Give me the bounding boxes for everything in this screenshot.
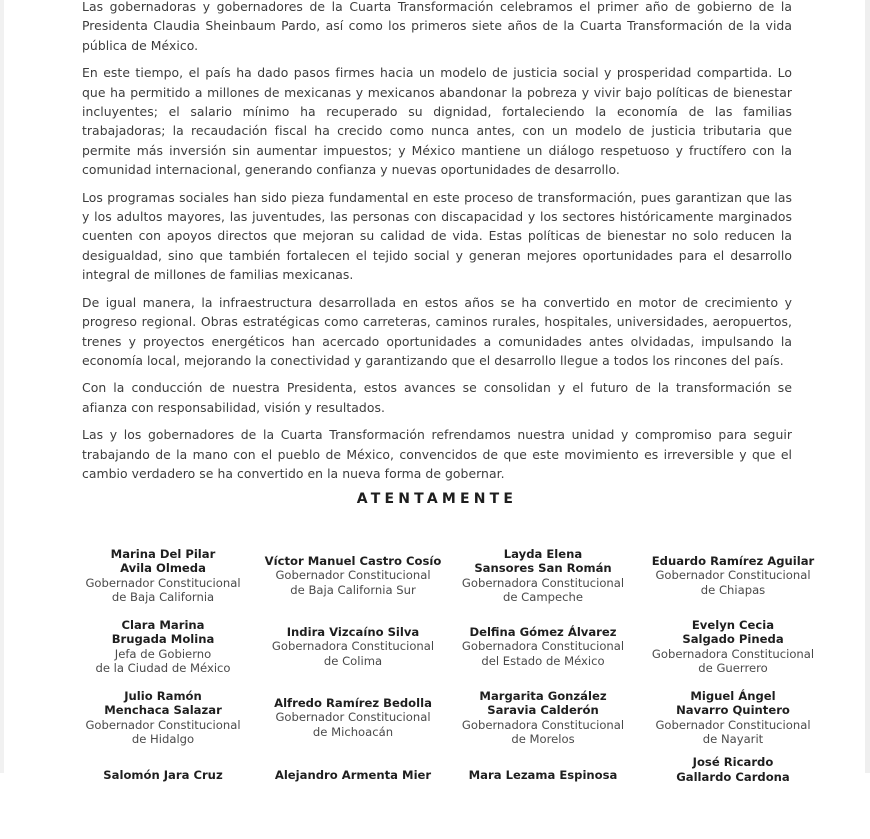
closing-heading: ATENTAMENTE — [356, 491, 518, 507]
signatory-title: Jefa de Gobierno — [114, 646, 212, 661]
signatory-title: Gobernador Constitucional — [275, 710, 431, 725]
signatory-title: Gobernador Constitucional — [655, 717, 811, 732]
signatory-name: Brugada Molina — [111, 632, 215, 646]
signatory-name: Víctor Manuel Castro Cosío — [264, 553, 442, 568]
signature-block — [638, 682, 828, 753]
signatory-title: Gobernadora Constitucional — [461, 639, 625, 654]
signatory-state: de Michoacán — [312, 724, 394, 739]
signatory-title: Gobernador Constitucional — [85, 575, 241, 590]
signature-block — [448, 611, 638, 682]
paragraph-intro: Las gobernadoras y gobernadores de la Cuarta Transformación celebramos el primer año de gobierno de la Presidenta Claudia Sheinbaum Pardo, así como los primeros siete años de la Cuarta Transformación de la vida pública de México. — [82, 0, 792, 53]
signatory-title: Gobernadora Constitucional — [461, 717, 625, 732]
paragraph-infrastructure: De igual manera, la infraestructura desarrollada en estos años se ha convertido en motor de crecimiento y progreso regional. Obras estratégicas como carreteras, caminos rurales, hospitales, universidades, aeropuertos, trenes y proyectos energéticos han acercado oportunidades a comunidades antes olvidadas, impulsando la economía local, mejorando la conectividad y garantizando que el desarrollo llegue a todos los rincones del país. — [82, 294, 792, 368]
letter-body — [82, 0, 792, 491]
signatory-title: Gobernador Constitucional — [85, 717, 241, 732]
signature-block — [448, 682, 638, 753]
signatory-state: de Guerrero — [698, 661, 768, 675]
signatory-name: Miguel Ángel — [690, 688, 776, 703]
signature-block — [258, 682, 448, 753]
signatory-name: Layda Elena — [503, 546, 583, 561]
signatory-title: Gobernador Constitucional — [275, 568, 431, 583]
signatory-title: Gobernadora Constitucional — [461, 575, 625, 590]
signature-block — [68, 540, 258, 611]
signatory-title: Gobernadora Constitucional — [651, 646, 815, 661]
signatory-name: Sansores San Román — [474, 561, 612, 575]
signature-block — [638, 753, 828, 826]
signatory-state: de Colima — [323, 653, 383, 668]
signatory-state: del Estado de México — [481, 653, 605, 668]
signatory-name: Mara Lezama Espinosa — [468, 768, 618, 782]
signature-block — [68, 682, 258, 753]
paragraph-social-programs: Los programas sociales han sido pieza fundamental en este proceso de transformación, pues garantizan que las y los adultos mayores, las juventudes, las personas con discapacidad y los sectores históricamente marginados cuenten con apoyos directos que mejoran su calidad de vida. Estas políticas de bienestar no solo reducen la desigualdad, sino que también fortalecen el tejido social y generan mejores oportunidades para el desarrollo integral de millones de familias mexicanas. — [82, 189, 792, 283]
signatory-name: Saravia Calderón — [487, 703, 599, 717]
signatory-name: Alfredo Ramírez Bedolla — [274, 695, 432, 710]
signatory-name: Eduardo Ramírez Aguilar — [651, 553, 815, 568]
signature-block — [258, 540, 448, 611]
signatory-state: de Baja California — [111, 590, 215, 604]
signature-block — [68, 611, 258, 682]
signatory-name: Gallardo Cardona — [676, 769, 790, 784]
signatory-name: Margarita González — [479, 688, 607, 703]
signatory-name: Delfina Gómez Álvarez — [469, 624, 617, 639]
signatory-name: Salgado Pineda — [682, 632, 784, 646]
signatory-name: José Ricardo — [692, 755, 774, 769]
signature-block — [638, 540, 828, 611]
signature-block — [258, 753, 448, 839]
signatory-name: Julio Ramón — [124, 688, 202, 703]
paragraph-justice: En este tiempo, el país ha dado pasos firmes hacia un modelo de justicia social y prosperidad compartida. Lo que ha permitido a millones de mexicanas y mexicanos abandonar la pobreza y vivir bajo políticas de bienestar incluyentes; el salario mínimo ha recuperado su dignidad, fortaleciendo la economía de las familias trabajadoras; la recaudación fiscal ha crecido como nunca antes, con un modelo de justicia tributaria que permite más inversión sin aumentar impuestos; y México mantiene un diálogo respetuoso y fructífero con la comunidad internacional, generando confianza y nuevas oportunidades de desarrollo. — [82, 65, 792, 178]
signatory-state: de Campeche — [502, 590, 584, 604]
signatory-state: de Morelos — [511, 732, 575, 746]
signatory-name: Indira Vizcaíno Silva — [286, 624, 420, 639]
signatory-title: Gobernador Constitucional — [655, 568, 811, 583]
signatory-name: Clara Marina — [121, 617, 205, 632]
signatory-name: Marina Del Pilar — [110, 546, 216, 561]
signatory-state: de Chiapas — [700, 582, 766, 597]
signature-block — [258, 611, 448, 682]
signatory-name: Avila Olmeda — [120, 561, 206, 575]
page-edge-left — [0, 0, 4, 773]
signatory-state: de la Ciudad de México — [95, 661, 231, 675]
signatory-name: Menchaca Salazar — [104, 703, 222, 717]
signature-block — [448, 540, 638, 611]
signatory-state: de Hidalgo — [131, 732, 195, 746]
paragraph-leadership: Con la conducción de nuestra Presidenta, estos avances se consolidan y el futuro de la transformación se afianza con responsabilidad, visión y resultados. — [82, 380, 792, 415]
scrollbar-track[interactable] — [865, 0, 870, 773]
signatory-name: Alejandro Armenta Mier — [274, 768, 432, 782]
signatures-grid — [68, 540, 815, 839]
signatory-state: de Baja California Sur — [290, 582, 416, 597]
signatory-state: de Nayarit — [702, 732, 764, 746]
signatory-title: Gobernadora Constitucional — [271, 639, 435, 654]
signatory-name: Evelyn Cecia — [691, 617, 775, 632]
paragraph-commitment: Las y los gobernadores de la Cuarta Transformación refrendamos nuestra unidad y compromiso para seguir trabajando de la mano con el pueblo de México, convencidos de que este movimiento es irreversible y que el cambio verdadero se ha convertido en la nueva forma de gobernar. — [82, 427, 792, 481]
signatory-name: Navarro Quintero — [676, 703, 790, 717]
signature-block — [68, 753, 258, 839]
signatory-name: Salomón Jara Cruz — [103, 768, 223, 782]
signature-block — [638, 611, 828, 682]
signature-block — [448, 753, 638, 839]
